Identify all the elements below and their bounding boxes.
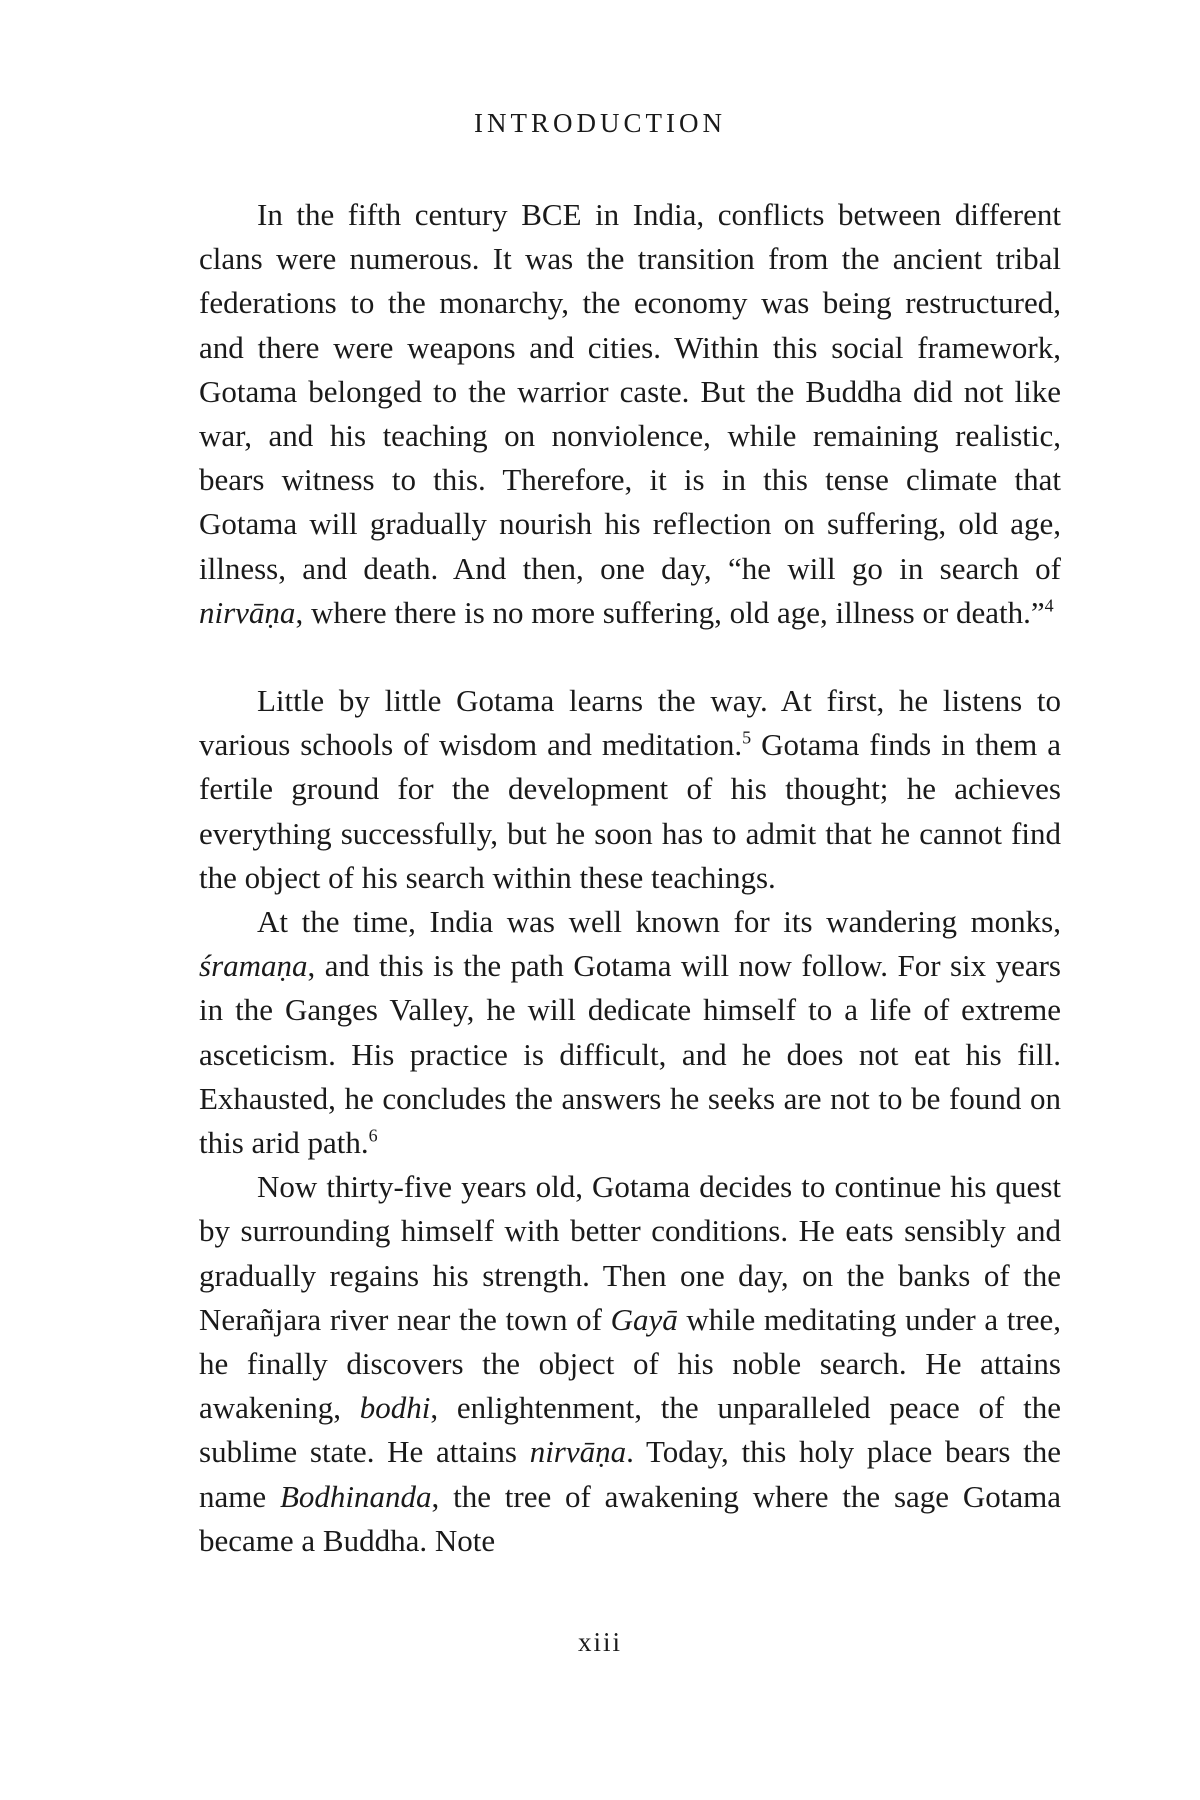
running-head: INTRODUCTION	[474, 108, 726, 138]
footnote-ref: 6	[368, 1125, 378, 1146]
text-run: while meditating under a tree, he finally discovers the object of his noble search. He attains awakening,	[199, 1301, 1061, 1426]
paragraph	[199, 900, 1061, 1165]
text-run: Little by little Gotama learns the way. At first, he listens to various schools of wisdom and meditation.	[199, 683, 1061, 763]
text-run: . Today, this holy place bears the name	[199, 1434, 1061, 1514]
text-run: , and this is the path Gotama will now follow. For six years in the Ganges Valley, he will dedicate himself to a life of extreme asceticism. His practice is difficult, and he does not eat his fill. Exhausted, he concludes the answers he seeks are not to be found on this arid path.	[199, 948, 1061, 1161]
italic-term: Bodhinanda	[279, 1478, 432, 1514]
text-run: At the time, India was well known for its wandering monks,	[257, 904, 1061, 940]
italic-term: Gayā	[610, 1301, 678, 1337]
paragraph	[199, 1165, 1061, 1563]
italic-term: bodhi	[359, 1390, 431, 1426]
italic-term: nirvāṇa	[199, 594, 296, 630]
text-run: , where there is no more suffering, old age, illness or death.”	[295, 594, 1045, 630]
footnote-ref: 4	[1044, 595, 1054, 616]
footnote-ref: 5	[742, 727, 752, 748]
text-run: Now thirty-five years old, Gotama decides to continue his quest by surrounding himself with better conditions. He eats sensibly and gradually regains his strength. Then one day, on the banks of the Nerañjara river near the town of	[199, 1169, 1061, 1337]
text-run: In the fifth century BCE in India, conflicts between different clans were numerous. It was the transition from the ancient tribal federations to the monarchy, the economy was being restructured, and there were weapons and cities. Within this social framework, Gotama belonged to the warrior caste. But the Buddha did not like war, and his teaching on nonviolence, while remaining realistic, bears witness to this. Therefore, it is in this tense climate that Gotama will gradually nourish his reflection on suffering, old age, illness, and death. And then, one day, “he will go in search of	[199, 197, 1061, 586]
paragraph	[199, 193, 1061, 635]
paragraph	[199, 679, 1061, 900]
italic-term: nirvāṇa	[529, 1434, 627, 1470]
text-run: , enlightenment, the unparalleled peace of the sublime state. He attains	[199, 1390, 1061, 1470]
italic-term: śramaṇa	[199, 948, 308, 984]
body-text	[199, 193, 1061, 1563]
text-run: Gotama finds in them a fertile ground for the development of his thought; he achieves everything successfully, but he soon has to admit that he cannot find the object of his search within these teachings.	[199, 727, 1061, 895]
text-run: , the tree of awakening where the sage Gotama became a Buddha. Note	[199, 1478, 1061, 1558]
page-number: xiii	[577, 1627, 622, 1657]
